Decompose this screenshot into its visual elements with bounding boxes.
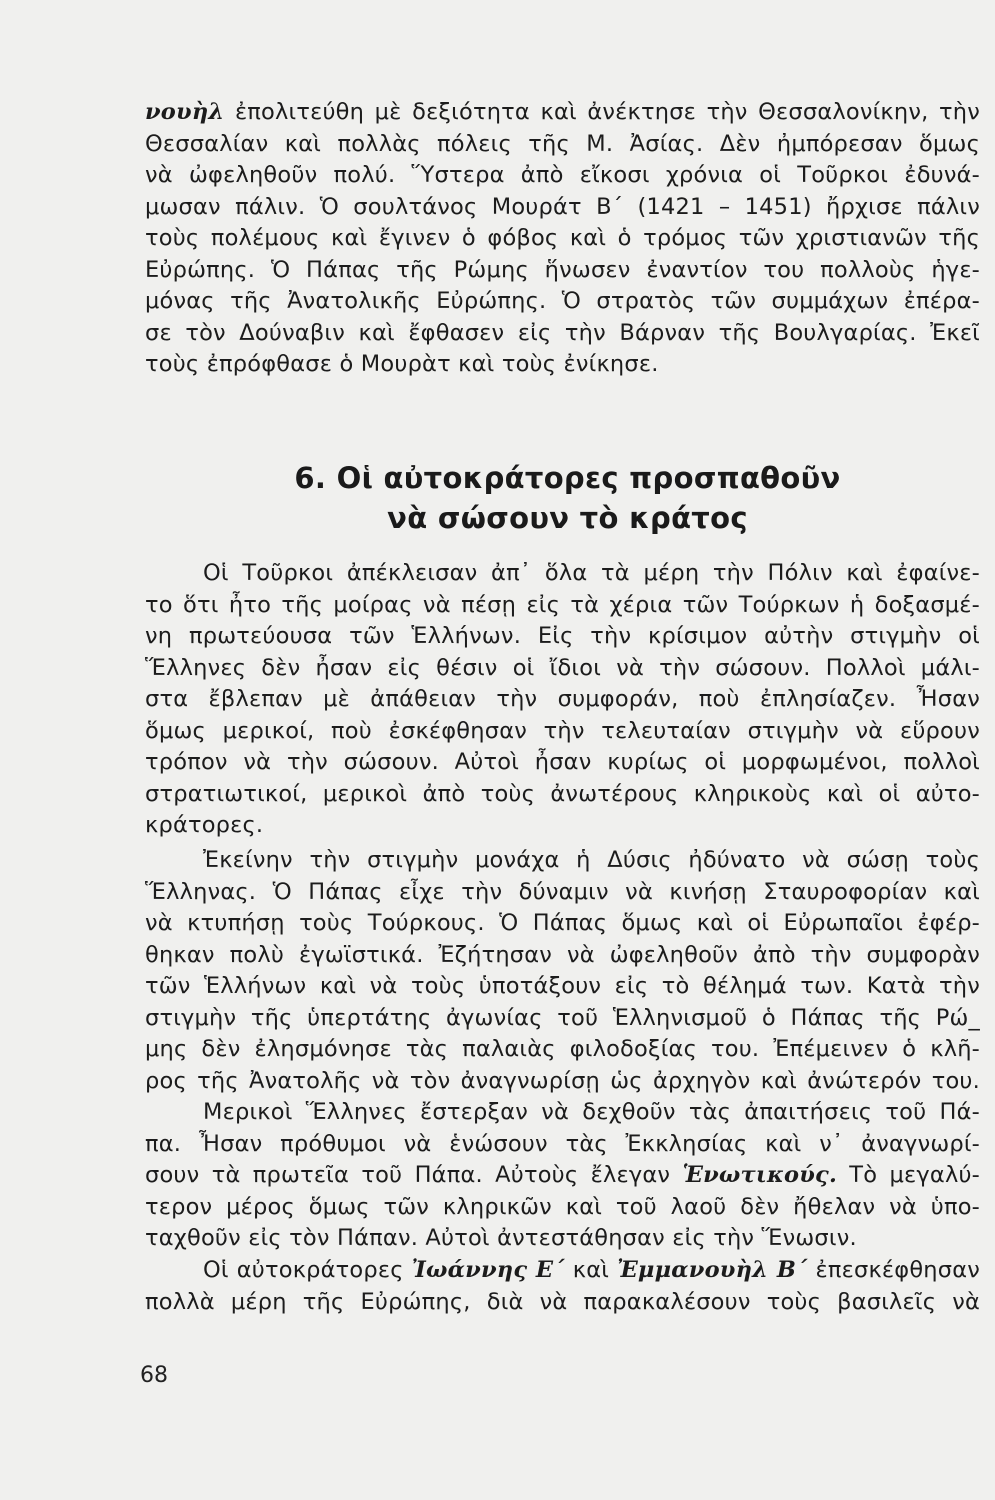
section-title-line-1: 6. Οἱ αὐτοκράτορες προσπαθοῦν [294, 461, 841, 495]
p1-line-6: ὅμως μερικοί, ποὺ ἐσκέφθησαν τὴν τελευταίαν στιγμὴν νὰ εὕρουν [145, 717, 980, 744]
section-heading [150, 458, 985, 538]
term-enotikous: Ἑνωτικούς. [682, 1162, 837, 1188]
p3-line-2: πα. Ἦσαν πρόθυμοι νὰ ἑνώσουν τὰς Ἐκκλησίας καὶ ν᾿ ἀναγνωρί- [145, 1130, 980, 1157]
p2-line-5: τῶν Ἑλλήνων καὶ νὰ τοὺς ὑποτάξουν εἰς τὸ θέλημά των. Κατὰ τὴν [145, 973, 980, 999]
p2-line-6: στιγμὴν τῆς ὑπερτάτης ἀγωνίας τοῦ Ἑλληνισμοῦ ὁ Πάπας τῆς Ρώ_ [145, 1004, 980, 1031]
p1-line-8: στρατιωτικοί, μερικοὶ ἀπὸ τοὺς ἀνωτέρους κληρικοὺς καὶ οἱ αὐτο- [145, 780, 980, 807]
intro-line-4: μωσαν πάλιν. Ὁ σουλτάνος Μουράτ Β΄ (1421 – 1451) ἤρχισε πάλιν [145, 193, 980, 220]
p1-line-3: νη πρωτεύουσα τῶν Ἑλλήνων. Εἰς τὴν κρίσιμον αὐτὴν στιγμὴν οἱ [145, 623, 980, 649]
p2-line-2: Ἕλληνας. Ὁ Πάπας εἶχε τὴν δύναμιν νὰ κινήσῃ Σταυροφορίαν καὶ [145, 878, 980, 905]
p2-line-1: Ἐκείνην τὴν στιγμὴν μονάχα ἡ Δύσις ἠδύνατο νὰ σώσῃ τοὺς [203, 847, 980, 873]
name-ioannis: Ἰωάννης Ε΄ [411, 1257, 565, 1283]
p2-line-8: ρος τῆς Ἀνατολῆς νὰ τὸν ἀναγνωρίσῃ ὡς ἀρχηγὸν καὶ ἀνώτερόν του. [145, 1067, 980, 1094]
p4-line-1-before: Οἱ αὐτοκράτορες [203, 1257, 412, 1283]
p1-line-7: τρόπον νὰ τὴν σώσουν. Αὐτοὶ ἦσαν κυρίως οἱ μορφωμένοι, πολλοὶ [145, 749, 980, 775]
p3-line-3 [145, 1160, 980, 1192]
paragraph-4 [145, 1255, 980, 1318]
intro-line-8: σε τὸν Δούναβιν καὶ ἔφθασεν εἰς τὴν Βάρναν τῆς Βουλγαρίας. Ἐκεῖ [145, 319, 980, 346]
paragraph-3 [145, 1097, 980, 1255]
intro-line-1 [145, 97, 980, 129]
intro-line-9: τοὺς ἐπρόφθασε ὁ Μουρὰτ καὶ τοὺς ἐνίκησε. [145, 351, 659, 377]
intro-line-3: νὰ ὠφεληθοῦν πολύ. Ὕστερα ἀπὸ εἴκοσι χρόνια οἱ Τοῦρκοι ἐδυνά- [145, 162, 980, 188]
intro-line-2: Θεσσαλίαν καὶ πολλὰς πόλεις τῆς Μ. Ἀσίας. Δὲν ἠμπόρεσαν ὅμως [145, 130, 980, 157]
page-number: 68 [140, 1363, 168, 1388]
intro-line-7: μόνας τῆς Ἀνατολικῆς Εὐρώπης. Ὁ στρατὸς τῶν συμμάχων ἐπέρα- [145, 288, 980, 314]
p4-line-2: πολλὰ μέρη τῆς Εὐρώπης, διὰ νὰ παρακαλέσουν τοὺς βασιλεῖς νὰ [145, 1288, 980, 1315]
paragraph-2 [145, 845, 980, 1097]
p1-line-9: κράτορες. [145, 812, 264, 838]
intro-line-1-text: ἐπολιτεύθη μὲ δεξιότητα καὶ ἀνέκτησε τὴν Θεσσαλονίκην, τὴν [224, 99, 980, 125]
p4-line-1-after: ἐπεσκέφθησαν [807, 1257, 981, 1283]
p2-line-4: θηκαν πολὺ ἐγωϊστικά. Ἐζήτησαν νὰ ὠφεληθοῦν ἀπὸ τὴν συμφορὰν [145, 941, 980, 968]
p1-line-1: Οἱ Τοῦρκοι ἀπέκλεισαν ἀπ᾿ ὅλα τὰ μέρη τὴν Πόλιν καὶ ἐφαίνε- [203, 560, 980, 586]
p2-line-7: μης δὲν ἐλησμόνησε τὰς παλαιὰς φιλοδοξίας του. Ἐπέμεινεν ὁ κλῆ- [145, 1036, 980, 1062]
name-emmanouil: Ἐμμανουὴλ Β΄ [617, 1257, 808, 1283]
p4-line-1-middle: καὶ [564, 1257, 618, 1283]
intro-paragraph [145, 97, 980, 381]
intro-lead-word: νουὴλ [145, 99, 225, 125]
p3-line-4: τερον μέρος ὅμως τῶν κληρικῶν καὶ τοῦ λαοῦ δὲν ἤθελαν νὰ ὑπο- [145, 1193, 980, 1220]
paragraph-1 [145, 558, 980, 842]
section-title-line-2: νὰ σώσουν τὸ κράτος [387, 501, 748, 535]
p3-line-1: Μερικοὶ Ἕλληνες ἔστερξαν νὰ δεχθοῦν τὰς ἀπαιτήσεις τοῦ Πά- [203, 1099, 980, 1125]
p4-line-1 [145, 1255, 980, 1287]
p3-line-3-after: Τὸ μεγαλύ- [837, 1162, 980, 1188]
intro-line-6: Εὐρώπης. Ὁ Πάπας τῆς Ρώμης ἥνωσεν ἐναντίον του πολλοὺς ἡγε- [145, 256, 980, 283]
p1-line-5: στα ἔβλεπαν μὲ ἀπάθειαν τὴν συμφοράν, ποὺ ἐπλησίαζεν. Ἦσαν [145, 686, 980, 712]
intro-line-5: τοὺς πολέμους καὶ ἔγινεν ὁ φόβος καὶ ὁ τρόμος τῶν χριστιανῶν τῆς [145, 225, 980, 251]
p3-line-5: ταχθοῦν εἰς τὸν Πάπαν. Αὐτοὶ ἀντεστάθησαν εἰς τὴν Ἕνωσιν. [145, 1225, 857, 1251]
p3-line-3-before: σουν τὰ πρωτεῖα τοῦ Πάπα. Αὐτοὺς ἔλεγαν [145, 1162, 683, 1188]
p2-line-3: νὰ κτυπήσῃ τοὺς Τούρκους. Ὁ Πάπας ὅμως καὶ οἱ Εὐρωπαῖοι ἐφέρ- [145, 910, 980, 936]
p1-line-4: Ἕλληνες δὲν ἦσαν εἰς θέσιν οἱ ἴδιοι νὰ τὴν σώσουν. Πολλοὶ μάλι- [145, 654, 980, 681]
p1-line-2: το ὅτι ἦτο τῆς μοίρας νὰ πέσῃ εἰς τὰ χέρια τῶν Τούρκων ἡ δοξασμέ- [145, 591, 980, 618]
